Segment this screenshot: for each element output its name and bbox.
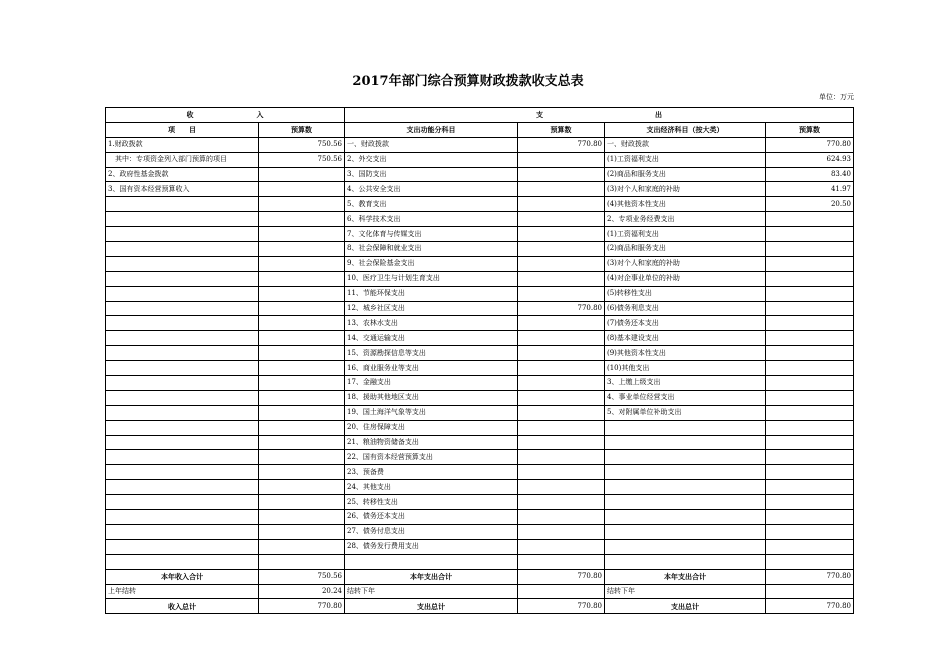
func-budget (518, 480, 605, 495)
econ-budget (766, 465, 854, 480)
econ-budget (766, 480, 854, 495)
table-row (106, 167, 854, 182)
income-total-label: 收入总计 (106, 599, 259, 614)
carry-out-value (518, 584, 605, 599)
func-budget (518, 152, 605, 167)
econ-item (605, 510, 766, 525)
func-item: 7、文化体育与传媒支出 (345, 227, 518, 242)
income-item: 3、国有资本经营预算收入 (106, 182, 259, 197)
income-item (106, 361, 259, 376)
table-row (106, 510, 854, 525)
income-budget (259, 316, 345, 331)
table-row (106, 182, 854, 197)
econ-budget (766, 554, 854, 569)
expense-total-label-2: 支出总计 (605, 599, 766, 614)
expense-total-value: 770.80 (518, 599, 605, 614)
year-expense-value-2: 770.80 (766, 569, 854, 584)
income-budget (259, 510, 345, 525)
econ-budget (766, 495, 854, 510)
expense-header: 支 出 (345, 108, 854, 123)
func-item: 4、公共安全支出 (345, 182, 518, 197)
econ-budget: 770.80 (766, 137, 854, 152)
income-budget (259, 524, 345, 539)
func-budget (518, 242, 605, 257)
income-budget (259, 450, 345, 465)
func-item: 一、财政拨款 (345, 137, 518, 152)
year-income-value: 750.56 (259, 569, 345, 584)
income-item: 其中：专项资金列入部门预算的项目 (106, 152, 259, 167)
econ-item: (3)对个人和家庭的补助 (605, 182, 766, 197)
income-item (106, 465, 259, 480)
table-row (106, 152, 854, 167)
income-budget (259, 361, 345, 376)
income-budget (259, 390, 345, 405)
year-total-row (106, 569, 854, 584)
budget-table (105, 107, 854, 614)
income-item (106, 539, 259, 554)
econ-item: (8)基本建设支出 (605, 331, 766, 346)
income-budget (259, 539, 345, 554)
econ-item: 5、对附属单位补助支出 (605, 405, 766, 420)
func-item: 21、粮油物资储备支出 (345, 435, 518, 450)
econ-budget (766, 301, 854, 316)
table-row (106, 212, 854, 227)
econ-item (605, 539, 766, 554)
carry-in-label: 上年结转 (106, 584, 259, 599)
income-item (106, 316, 259, 331)
econ-item: (4)对企事业单位的补助 (605, 271, 766, 286)
econ-budget (766, 212, 854, 227)
table-row (106, 346, 854, 361)
econ-budget: 41.97 (766, 182, 854, 197)
func-budget-header: 预算数 (518, 122, 605, 137)
year-expense-label-2: 本年支出合计 (605, 569, 766, 584)
func-item: 27、债务付息支出 (345, 524, 518, 539)
func-budget (518, 256, 605, 271)
income-item (106, 390, 259, 405)
income-item (106, 554, 259, 569)
table-row (106, 435, 854, 450)
econ-budget (766, 435, 854, 450)
func-budget (518, 167, 605, 182)
func-item: 19、国土海洋气象等支出 (345, 405, 518, 420)
table-row (106, 316, 854, 331)
table-row (106, 271, 854, 286)
econ-item (605, 480, 766, 495)
econ-budget: 20.50 (766, 197, 854, 212)
income-budget (259, 256, 345, 271)
func-budget (518, 331, 605, 346)
econ-budget (766, 539, 854, 554)
carry-out-label-2: 结转下年 (605, 584, 766, 599)
econ-budget (766, 286, 854, 301)
income-budget (259, 376, 345, 391)
table-row (106, 450, 854, 465)
year-income-label: 本年收入合计 (106, 569, 259, 584)
func-budget (518, 346, 605, 361)
income-budget (259, 346, 345, 361)
func-budget (518, 212, 605, 227)
table-row (106, 286, 854, 301)
income-item (106, 331, 259, 346)
table-row (106, 331, 854, 346)
table-row (106, 197, 854, 212)
econ-budget (766, 346, 854, 361)
table-row (106, 256, 854, 271)
econ-item: (5)转移性支出 (605, 286, 766, 301)
income-item (106, 286, 259, 301)
income-item (106, 242, 259, 257)
func-budget (518, 316, 605, 331)
func-item: 14、交通运输支出 (345, 331, 518, 346)
income-budget (259, 197, 345, 212)
income-budget (259, 465, 345, 480)
income-budget (259, 271, 345, 286)
func-budget (518, 539, 605, 554)
table-row (106, 465, 854, 480)
income-budget (259, 405, 345, 420)
econ-budget (766, 331, 854, 346)
carry-in-value: 20.24 (259, 584, 345, 599)
econ-item: 2、专项业务经费支出 (605, 212, 766, 227)
func-budget (518, 405, 605, 420)
func-item: 3、国防支出 (345, 167, 518, 182)
income-item (106, 301, 259, 316)
func-budget: 770.80 (518, 301, 605, 316)
income-item (106, 256, 259, 271)
econ-budget (766, 316, 854, 331)
income-budget: 750.56 (259, 152, 345, 167)
func-item: 2、外交支出 (345, 152, 518, 167)
income-budget (259, 480, 345, 495)
econ-item: 3、上缴上级支出 (605, 376, 766, 391)
econ-item: (9)其他资本性支出 (605, 346, 766, 361)
econ-item: (4)其他资本性支出 (605, 197, 766, 212)
econ-item (605, 435, 766, 450)
func-item: 28、债务发行费用支出 (345, 539, 518, 554)
econ-item (605, 420, 766, 435)
func-item: 26、债务还本支出 (345, 510, 518, 525)
econ-budget (766, 256, 854, 271)
income-budget (259, 435, 345, 450)
econ-item: (6)债务利息支出 (605, 301, 766, 316)
func-item: 20、住房保障支出 (345, 420, 518, 435)
func-budget (518, 227, 605, 242)
carry-row (106, 584, 854, 599)
carry-out-value-2 (766, 584, 854, 599)
econ-budget (766, 405, 854, 420)
grand-total-row (106, 599, 854, 614)
table-row (106, 301, 854, 316)
func-item: 10、医疗卫生与计划生育支出 (345, 271, 518, 286)
func-item: 23、预备费 (345, 465, 518, 480)
func-header: 支出功能分科目 (345, 122, 518, 137)
econ-budget: 624.93 (766, 152, 854, 167)
econ-budget (766, 450, 854, 465)
econ-item (605, 554, 766, 569)
income-budget (259, 331, 345, 346)
func-item: 11、节能环保支出 (345, 286, 518, 301)
header-row-2 (106, 122, 854, 137)
income-item: 2、政府性基金拨款 (106, 167, 259, 182)
econ-item: 一、财政拨款 (605, 137, 766, 152)
income-item (106, 524, 259, 539)
func-item: 8、社会保障和就业支出 (345, 242, 518, 257)
income-item (106, 420, 259, 435)
income-budget (259, 227, 345, 242)
table-row (106, 242, 854, 257)
econ-item: (1)工资福利支出 (605, 227, 766, 242)
income-budget (259, 420, 345, 435)
page-title: 2017年部门综合预算财政拨款收支总表 (352, 74, 584, 89)
income-item (106, 450, 259, 465)
income-budget (259, 212, 345, 227)
table-row (106, 376, 854, 391)
econ-item (605, 524, 766, 539)
func-budget: 770.80 (518, 137, 605, 152)
income-item (106, 495, 259, 510)
econ-budget (766, 361, 854, 376)
income-item (106, 405, 259, 420)
income-item: 1.财政拨款 (106, 137, 259, 152)
table-row (106, 420, 854, 435)
income-budget (259, 167, 345, 182)
income-budget (259, 182, 345, 197)
income-budget (259, 554, 345, 569)
econ-header: 支出经济科目（按大类） (605, 122, 766, 137)
carry-out-label: 结转下年 (345, 584, 518, 599)
func-item: 12、城乡社区支出 (345, 301, 518, 316)
func-budget (518, 390, 605, 405)
expense-total-value-2: 770.80 (766, 599, 854, 614)
year-expense-value: 770.80 (518, 569, 605, 584)
econ-budget (766, 227, 854, 242)
unit-label: 单位：万元 (819, 93, 854, 101)
income-item (106, 510, 259, 525)
func-item: 16、商业服务业等支出 (345, 361, 518, 376)
func-budget (518, 554, 605, 569)
func-item: 9、社会保险基金支出 (345, 256, 518, 271)
income-budget (259, 495, 345, 510)
econ-item: (7)债务还本支出 (605, 316, 766, 331)
econ-item: (2)商品和服务支出 (605, 242, 766, 257)
table-row (106, 390, 854, 405)
econ-item (605, 495, 766, 510)
func-budget (518, 271, 605, 286)
econ-budget (766, 271, 854, 286)
func-item (345, 554, 518, 569)
income-budget: 750.56 (259, 137, 345, 152)
income-item (106, 271, 259, 286)
econ-item (605, 465, 766, 480)
income-item (106, 212, 259, 227)
func-item: 22、国有资本经营预算支出 (345, 450, 518, 465)
table-row (106, 361, 854, 376)
table-row (106, 524, 854, 539)
table-row (106, 495, 854, 510)
func-budget (518, 510, 605, 525)
func-budget (518, 182, 605, 197)
func-budget (518, 197, 605, 212)
econ-budget (766, 420, 854, 435)
income-item (106, 197, 259, 212)
func-item: 6、科学技术支出 (345, 212, 518, 227)
income-budget (259, 301, 345, 316)
income-header: 收 入 (106, 108, 345, 123)
func-budget (518, 376, 605, 391)
table-row (106, 539, 854, 554)
func-budget (518, 435, 605, 450)
econ-budget-header: 预算数 (766, 122, 854, 137)
func-item: 17、金融支出 (345, 376, 518, 391)
income-total-value: 770.80 (259, 599, 345, 614)
econ-item: (1)工资福利支出 (605, 152, 766, 167)
econ-budget (766, 242, 854, 257)
income-budget (259, 242, 345, 257)
func-budget (518, 420, 605, 435)
table-row (106, 137, 854, 152)
func-item: 24、其他支出 (345, 480, 518, 495)
func-budget (518, 524, 605, 539)
table-row (106, 227, 854, 242)
income-budget-header: 预算数 (259, 122, 345, 137)
expense-total-label: 支出总计 (345, 599, 518, 614)
econ-item: (3)对个人和家庭的补助 (605, 256, 766, 271)
income-item (106, 480, 259, 495)
econ-item: 4、事业单位经营支出 (605, 390, 766, 405)
econ-item (605, 450, 766, 465)
income-item (106, 435, 259, 450)
func-budget (518, 495, 605, 510)
econ-item: (10)其他支出 (605, 361, 766, 376)
year-expense-label: 本年支出合计 (345, 569, 518, 584)
table-row (106, 554, 854, 569)
func-item: 13、农林水支出 (345, 316, 518, 331)
func-budget (518, 465, 605, 480)
income-item (106, 346, 259, 361)
income-item (106, 227, 259, 242)
func-budget (518, 361, 605, 376)
header-row-1 (106, 108, 854, 123)
func-item: 18、援助其他地区支出 (345, 390, 518, 405)
econ-budget: 83.40 (766, 167, 854, 182)
econ-budget (766, 510, 854, 525)
func-budget (518, 286, 605, 301)
func-budget (518, 450, 605, 465)
item-header: 项 目 (106, 122, 259, 137)
income-budget (259, 286, 345, 301)
func-item: 15、资源勘探信息等支出 (345, 346, 518, 361)
econ-item: (2)商品和服务支出 (605, 167, 766, 182)
econ-budget (766, 390, 854, 405)
table-row (106, 480, 854, 495)
econ-budget (766, 376, 854, 391)
func-item: 25、转移性支出 (345, 495, 518, 510)
econ-budget (766, 524, 854, 539)
income-item (106, 376, 259, 391)
func-item: 5、教育支出 (345, 197, 518, 212)
table-row (106, 405, 854, 420)
